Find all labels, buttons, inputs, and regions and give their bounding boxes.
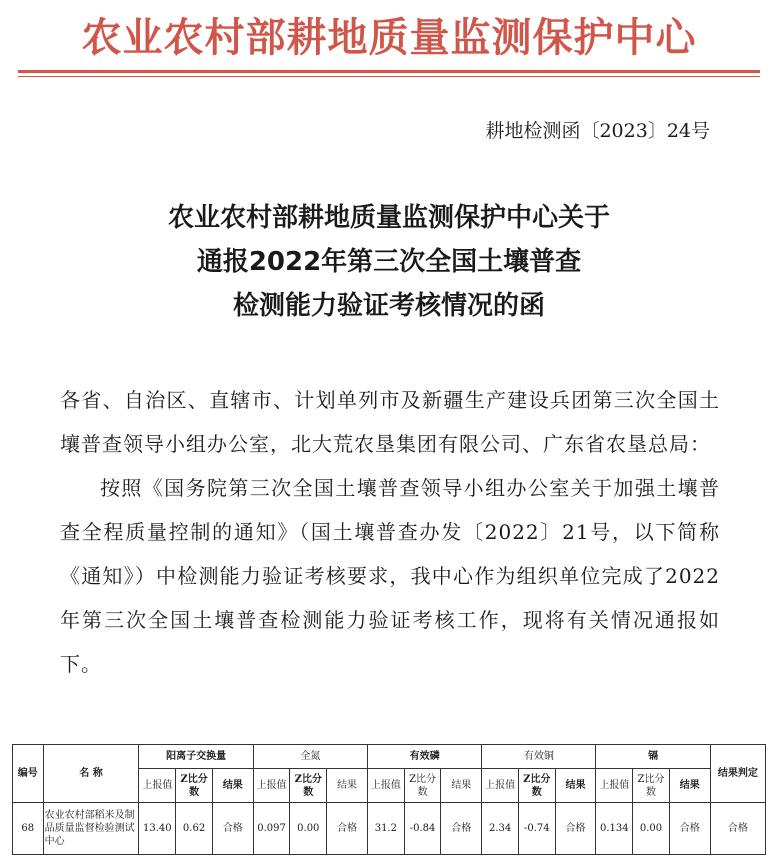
subheader-cell: Z比分数 [633, 769, 670, 803]
title-line: 检测能力验证考核情况的函 [232, 291, 545, 321]
subheader-cell: 结果 [669, 769, 710, 803]
row-value: -0.84 [404, 803, 441, 855]
row-value: 31.2 [367, 803, 404, 855]
row-value: 0.134 [596, 803, 633, 855]
subheader-cell: 结果 [212, 769, 253, 803]
letterhead-organization: 农业农村部耕地质量监测保护中心 [81, 15, 697, 61]
header-name: 名 称 [43, 745, 139, 803]
row-value: 0.00 [290, 803, 327, 855]
header-number: 编号 [13, 745, 44, 803]
subheader-cell: 上报值 [482, 769, 519, 803]
subheader-cell: 上报值 [596, 769, 633, 803]
row-value: 合格 [669, 803, 710, 855]
addressee: 各省、自治区、直辖市、计划单列市及新疆生产建设兵团第三次全国土壤普查领导小组办公室，北大荒农垦集团有限公司、广东省农垦总局： [60, 388, 720, 456]
subheader-cell: 结果 [441, 769, 482, 803]
document-body [60, 378, 720, 686]
letterhead-rule-thick [18, 70, 760, 73]
subheader-cell: 结果 [327, 769, 368, 803]
row-value: 合格 [555, 803, 596, 855]
header-group: 全氮 [253, 745, 367, 769]
row-value: 合格 [441, 803, 482, 855]
row-value: 合格 [212, 803, 253, 855]
subheader-cell: Z比分数 [404, 769, 441, 803]
row-value: 合格 [327, 803, 368, 855]
body-paragraph: 按照《国务院第三次全国土壤普查领导小组办公室关于加强土壤普查全程质量控制的通知》（国土壤普查办发〔2022〕21号，以下简称《通知》）中检测能力验证考核要求，我中心作为组织单位完成了2022年第三次全国土壤普查检测能力验证考核工作，现将有关情况通报如下。 [60, 476, 720, 676]
letterhead-rule-thin [18, 76, 760, 77]
header-group: 镉 [596, 745, 710, 769]
row-value: 0.097 [253, 803, 290, 855]
row-name: 农业农村部稻米及制品质量监督检验测试中心 [43, 803, 139, 855]
header-group: 阳离子交换量 [139, 745, 253, 769]
header-group: 有效铜 [482, 745, 596, 769]
subheader-cell: 上报值 [253, 769, 290, 803]
subheader-cell: Z比分数 [290, 769, 327, 803]
table-row [13, 803, 766, 855]
row-value: 13.40 [139, 803, 176, 855]
header-group: 有效磷 [367, 745, 481, 769]
subheader-cell: Z比分数 [518, 769, 555, 803]
row-number: 68 [13, 803, 44, 855]
subheader-cell: 结果 [555, 769, 596, 803]
subheader-cell: Z比分数 [176, 769, 213, 803]
row-value: -0.74 [518, 803, 555, 855]
title-line: 通报2022年第三次全国土壤普查 [196, 247, 582, 277]
row-verdict: 合格 [710, 803, 765, 855]
row-value: 0.00 [633, 803, 670, 855]
row-value: 2.34 [482, 803, 519, 855]
title-line: 农业农村部耕地质量监测保护中心关于 [167, 203, 610, 233]
document-number: 耕地检测函〔2023〕24号 [485, 120, 710, 142]
document-title [0, 196, 778, 328]
subheader-cell: 上报值 [367, 769, 404, 803]
row-value: 0.62 [176, 803, 213, 855]
subheader-cell: 上报值 [139, 769, 176, 803]
header-verdict: 结果判定 [710, 745, 765, 803]
results-table [12, 744, 766, 855]
